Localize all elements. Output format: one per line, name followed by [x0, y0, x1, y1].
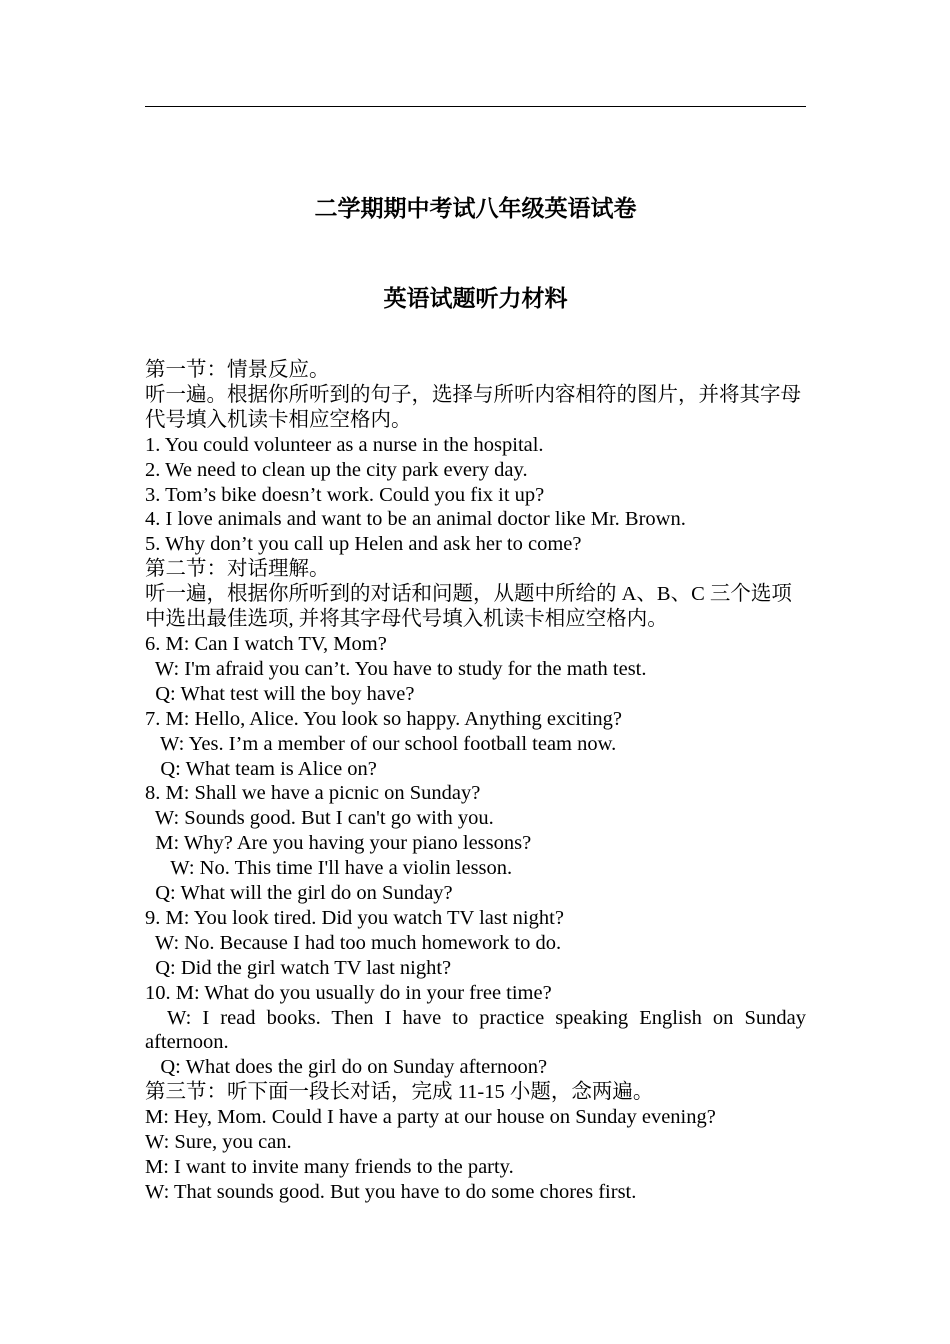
listening-material [145, 358, 806, 1205]
header-rule [145, 106, 806, 107]
dialogue-line-4: W: That sounds good. But you have to do some chores first. [145, 1180, 637, 1203]
document-subtitle: 英语试题听力材料 [383, 286, 568, 312]
section2-instruction: 听一遍，根据你所听到的对话和问题，从题中所给的 A、B、C 三个选项中选出最佳选项, 并将其字母代号填入机读卡相应空格内。 [145, 583, 792, 631]
q10-line-m: 10. M: What do you usually do in your free time? [145, 981, 552, 1004]
q6-line-3: Q: What test will the boy have? [145, 682, 415, 705]
item-3: 3. Tom’s bike doesn’t work. Could you fix it up? [145, 483, 545, 506]
q8-line-5: Q: What will the girl do on Sunday? [145, 882, 453, 905]
dialogue-line-1: M: Hey, Mom. Could I have a party at our house on Sunday evening? [145, 1106, 716, 1129]
q7-line-1: 7. M: Hello, Alice. You look so happy. Anything exciting? [145, 707, 622, 730]
item-2: 2. We need to clean up the city park every day. [145, 458, 528, 481]
q9-line-1: 9. M: You look tired. Did you watch TV last night? [145, 906, 564, 929]
dialogue-line-2: W: Sure, you can. [145, 1131, 292, 1154]
item-5: 5. Why don’t you call up Helen and ask her to come? [145, 533, 582, 556]
section3-heading: 第三节：听下面一段长对话，完成 11-15 小题，念两遍。 [145, 1081, 654, 1104]
q8-line-1: 8. M: Shall we have a picnic on Sunday? [145, 782, 481, 805]
q6-line-1: 6. M: Can I watch TV, Mom? [145, 632, 387, 655]
q7-line-3: Q: What team is Alice on? [145, 757, 377, 780]
q7-line-2: W: Yes. I’m a member of our school football team now. [145, 732, 617, 755]
q10-line-w: W: I read books. Then I have to practice speaking English on Sunday afternoon. [145, 1006, 806, 1054]
dialogue-line-3: M: I want to invite many friends to the party. [145, 1156, 514, 1178]
q8-line-2: W: Sounds good. But I can't go with you. [145, 807, 494, 830]
q8-line-3: M: Why? Are you having your piano lessons? [145, 832, 532, 855]
q8-line-4: W: No. This time I'll have a violin lesson. [145, 857, 513, 880]
section2-heading: 第二节：对话理解。 [145, 558, 330, 581]
q9-line-2: W: No. Because I had too much homework to do. [145, 931, 562, 954]
q10-line-q: Q: What does the girl do on Sunday afternoon? [145, 1056, 548, 1079]
section1-heading: 第一节：情景反应。 [145, 359, 330, 381]
document-title: 二学期期中考试八年级英语试卷 [314, 196, 637, 222]
q9-line-3: Q: Did the girl watch TV last night? [145, 956, 452, 979]
item-1: 1. You could volunteer as a nurse in the hospital. [145, 433, 544, 456]
section1-instruction: 听一遍。根据你所听到的句子，选择与所听内容相符的图片，并将其字母代号填入机读卡相应空格内。 [145, 383, 801, 431]
item-4: 4. I love animals and want to be an animal doctor like Mr. Brown. [145, 508, 686, 531]
q6-line-2: W: I'm afraid you can’t. You have to study for the math test. [145, 657, 647, 680]
